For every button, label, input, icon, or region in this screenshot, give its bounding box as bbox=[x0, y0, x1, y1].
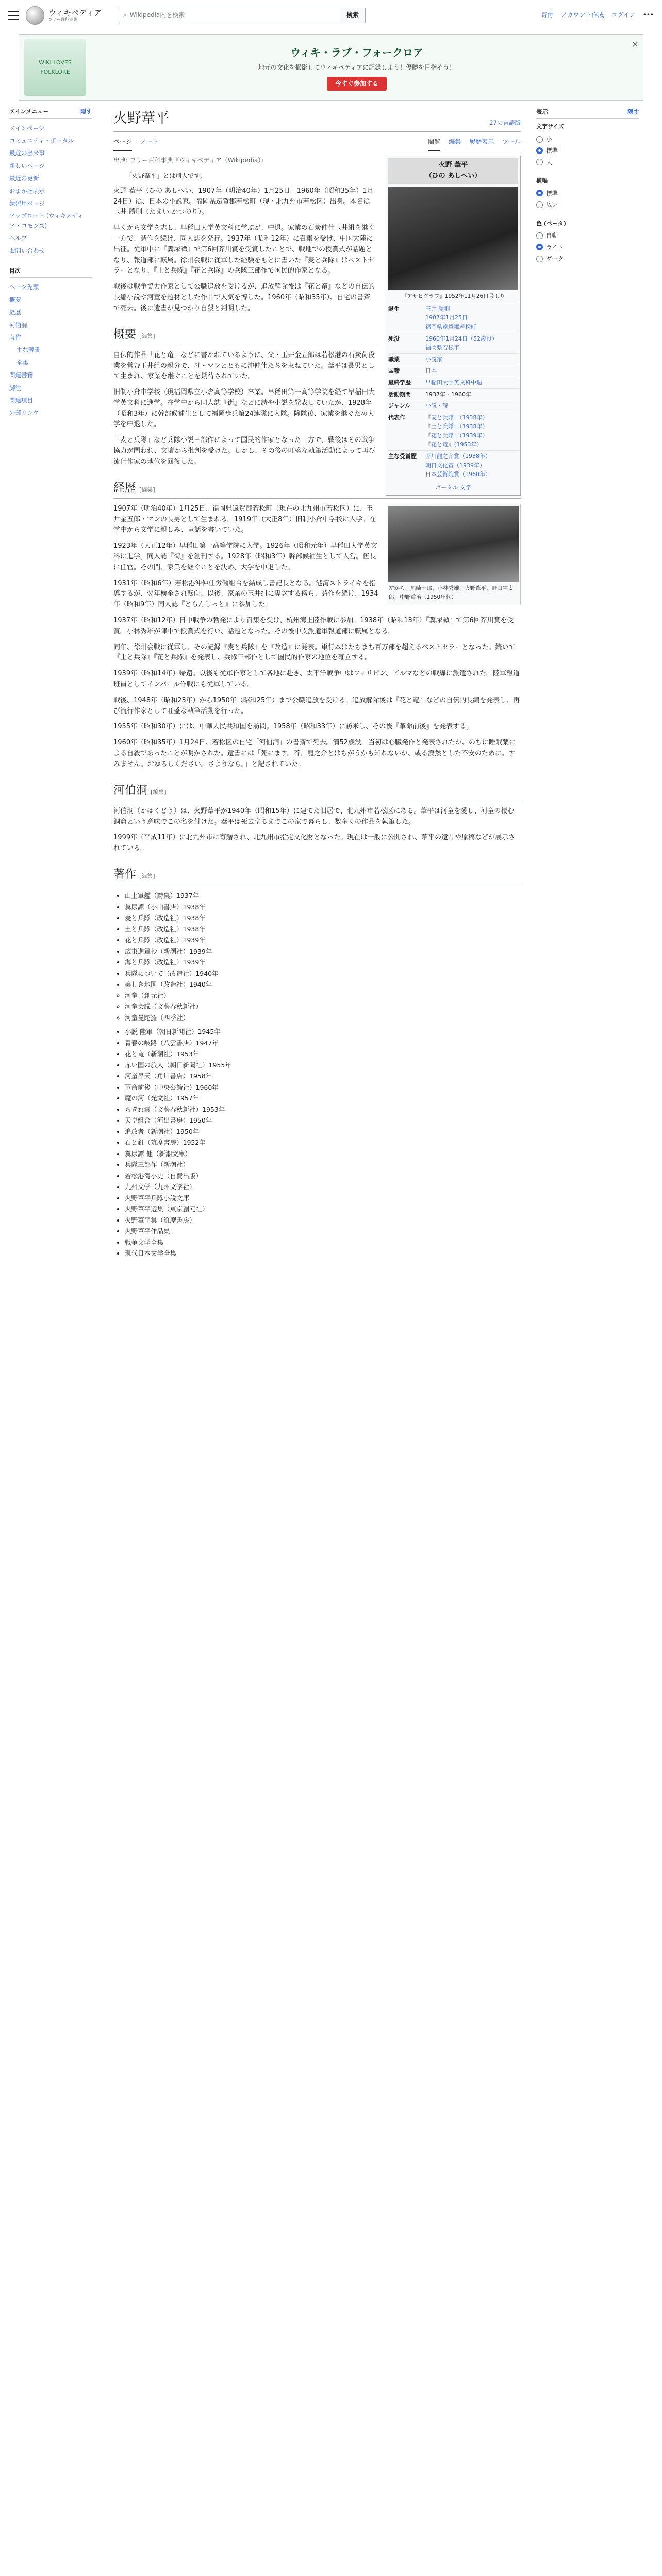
overview-paragraph: 「麦と兵隊」など兵隊小説三部作によって国民的作家となった一方で、戦後はその戦争協力が問われ、文壇から批判を受けた。しかし、その後の旺盛な執筆活動によって再び流行作家の地位を回復した。 bbox=[113, 436, 375, 466]
site-header bbox=[0, 0, 662, 31]
search-input[interactable]: ⌕ Wikipedia内を検索 bbox=[119, 8, 340, 23]
source-note: 出典: フリー百科事典『ウィキペディア（Wikipedia）』 bbox=[113, 157, 268, 164]
globe-icon bbox=[26, 6, 44, 25]
search-icon: ⌕ bbox=[123, 11, 127, 19]
section-heading: 経歴 [編集] bbox=[113, 479, 521, 499]
work-item[interactable]: • 現代日本文学全集 bbox=[125, 1248, 521, 1259]
infobox-row: 職業 小説家 bbox=[388, 353, 518, 365]
banner-join-button[interactable]: 今すぐ参加する bbox=[327, 77, 387, 91]
work-item[interactable]: • 赤い国の旅人（朝日新聞社）1955年 bbox=[125, 1060, 521, 1071]
history-paragraph: 1931年（昭和6年）若松港沖仲仕労働組合を結成し書記長となる。港湾ストライキを指導するが、翌年検挙され転向。以後、家業の玉井組に専念する傍ら、詩作を続け、1934年（昭和9年）同人誌『とらんしっと』に参加した。 bbox=[113, 579, 378, 609]
work-item[interactable]: • 天皇組合（河出書房）1950年 bbox=[125, 1115, 521, 1126]
toc-item[interactable]: ページ先頭 bbox=[9, 283, 39, 291]
text-size-large[interactable]: 大 bbox=[536, 157, 639, 168]
history-paragraph: 戦後、1948年（昭和23年）から1950年（昭和25年）まで公職追放を受ける。追放解除後は『花と竜』などの自伝的長編を発表し、再び流行作家として旺盛な執筆活動を行った。 bbox=[113, 696, 520, 715]
color-group: 色 (ベータ) 自動 ライト ダーク bbox=[536, 219, 639, 265]
work-item[interactable]: • 河童昇天（角川書店）1958年 bbox=[125, 1071, 521, 1082]
table-of-contents bbox=[9, 266, 92, 419]
toc-item[interactable]: 経歴 bbox=[9, 309, 21, 316]
sidebar-item[interactable]: コミュニティ・ポータル bbox=[9, 137, 74, 144]
language-button[interactable]: 27の言語版 bbox=[489, 118, 521, 126]
tab-edit[interactable]: 編集 bbox=[449, 138, 461, 146]
history-paragraph: 1955年（昭和30年）には、中華人民共和国を訪問。1958年（昭和33年）に訪米し、その後『革命前後』を発表する。 bbox=[113, 723, 473, 731]
work-item[interactable]: • 糞尿譚 他（新潮文庫） bbox=[125, 1148, 521, 1160]
sidebar-item[interactable]: メインページ bbox=[9, 124, 45, 132]
text-size-small[interactable]: 小 bbox=[536, 133, 639, 145]
infobox-caption: 『アサヒグラフ』1952年11月26日号より bbox=[401, 293, 505, 299]
edit-section-link[interactable]: [編集] bbox=[139, 872, 155, 879]
overview-paragraph: 旧制小倉中学校（現福岡県立小倉高等学校）卒業。早稲田第一高等学院を経て早稲田大学英文科に進学。在学中から同人誌『街』などに詩や小説を発表していたが、1928年（昭和3年）に幹部候補生として福岡歩兵第24連隊に入隊。除隊後、家業を継ぐため大学を中退した。 bbox=[113, 388, 375, 429]
tab-page[interactable]: ページ bbox=[113, 134, 132, 151]
intro-paragraph: 戦後は戦争協力作家として公職追放を受けるが、追放解除後は『花と竜』などの自伝的長編小説や河童を題材とした作品で人気を博した。1960年（昭和35年）、自宅の書斎で死去。後に遺書が見つかり自殺と判明した。 bbox=[113, 283, 375, 312]
banner-text: 地元の文化を撮影してウィキペディアに記録しよう！優勝を目指そう！ bbox=[258, 63, 456, 71]
toc-item[interactable]: 外部リンク bbox=[9, 409, 39, 417]
history-paragraph: 同年、徐州会戦に従軍し、その記録『麦と兵隊』を『改造』に発表。単行本はたちまち百万部を超えるベストセラーとなった。続いて『土と兵隊』『花と兵隊』を発表し、兵隊三部作として国民的作家の地位を確立する。 bbox=[113, 643, 516, 662]
page-tabs bbox=[113, 134, 521, 151]
sidebar-item[interactable]: ヘルプ bbox=[9, 234, 27, 242]
hatnote: 「火野葦平」とは別人です。 bbox=[126, 172, 206, 179]
color-auto[interactable]: 自動 bbox=[536, 230, 639, 241]
appearance-panel bbox=[536, 107, 639, 273]
work-subitem[interactable]: ◦ 河童（創元社） bbox=[125, 990, 521, 1002]
sidebar-hide-button[interactable]: 隠す bbox=[80, 108, 92, 115]
work-item[interactable]: • 青春の岐路（八雲書店）1947年 bbox=[125, 1038, 521, 1049]
sidebar bbox=[9, 107, 92, 419]
infobox-row: ジャンル 小説・詩 bbox=[388, 400, 518, 412]
history-paragraph: 1939年（昭和14年）帰還。以後も従軍作家として各地に赴き、太平洋戦争中はフィリピン、ビルマなどの戦線に派遣された。陸軍報道班員としてインパール作戦にも従軍している。 bbox=[113, 670, 520, 689]
work-item[interactable]: • 麦と兵隊（改造社）1938年 bbox=[125, 912, 521, 924]
text-size-group: 文字サイズ 小 標準 大 bbox=[536, 122, 639, 168]
infobox-row: 死没 1960年1月24日（52歳没） 福岡県若松市 bbox=[388, 333, 518, 353]
work-item[interactable]: • 火野葦平選集（東京創元社） bbox=[125, 1204, 521, 1215]
work-item[interactable]: • 広東進軍抄（新潮社）1939年 bbox=[125, 946, 521, 957]
work-item[interactable]: • 兵隊三部作（新潮社） bbox=[125, 1159, 521, 1171]
history-paragraph: 1960年（昭和35年）1月24日、若松区の自宅「河伯洞」の書斎で死去。満52歳没。当初は心臓発作と発表されたが、のちに睡眠薬による自殺であったことが明かされた。遺書には「死にます。芥川龍之介とはちがうかも知れないが、或る漠然とした不安のために。すみません。おゆるしください。さようなら。」と記されていた。 bbox=[113, 739, 516, 768]
group-photo-figure bbox=[386, 504, 521, 606]
toc-item[interactable]: 著作 bbox=[9, 334, 21, 342]
user-links bbox=[541, 10, 654, 20]
work-item[interactable]: • 花と兵隊（改造社）1939年 bbox=[125, 935, 521, 946]
sidebar-menu-header: メインメニュー 隠す bbox=[9, 107, 92, 119]
sidebar-item[interactable]: アップロード (ウィキメディア・コモンズ) bbox=[9, 212, 84, 229]
overview-paragraph: 自伝的作品「花と竜」などに書かれているように、父・玉井金五郎は若松港の石炭荷役業を営む玉井組の親分で、母・マンとともに沖仲仕たちを束ねていた。葦平は長男として生まれ、家業を継ぐことを期待されていた。 bbox=[113, 351, 375, 381]
close-icon[interactable]: × bbox=[632, 39, 639, 49]
work-item[interactable]: • 火野葦平作品集 bbox=[125, 1226, 521, 1237]
toc-item[interactable]: 脚注 bbox=[9, 384, 21, 392]
edit-section-link[interactable]: [編集] bbox=[139, 332, 155, 340]
section-heading: 概要 [編集] bbox=[113, 326, 376, 345]
portal-link[interactable]: ポータル 文学 bbox=[435, 484, 471, 491]
work-item[interactable]: • 九州文学（九州文学社） bbox=[125, 1181, 521, 1193]
history-paragraph: 1937年（昭和12年）日中戦争の勃発により召集を受け、杭州湾上陸作戦に参加。1938年（昭和13年）『糞尿譚』で第6回芥川賞を受賞。小林秀雄が陣中で授賞式を行い、話題となった。その後中支派遣軍報道部に転属となる。 bbox=[113, 617, 514, 635]
intro-paragraph: 火野 葦平（ひの あしへい、1907年（明治40年）1月25日 - 1960年（昭和35年）1月24日）は、日本の小説家。福岡県遠賀郡若松町（現・北九州市若松区）出身。本名は玉井 勝則（たまい かつのり）。 bbox=[113, 187, 374, 216]
login-link[interactable]: ログイン bbox=[611, 11, 636, 19]
work-item[interactable]: • 兵隊について（改造社）1940年 bbox=[125, 968, 521, 979]
sidebar-item[interactable]: お問い合わせ bbox=[9, 247, 45, 255]
tab-history[interactable]: 履歴表示 bbox=[469, 138, 494, 146]
toc-subitem[interactable]: 主な著書 bbox=[16, 346, 40, 354]
work-item[interactable]: • 小説 陸軍（朝日新聞社）1945年 bbox=[125, 1026, 521, 1038]
infobox-row: 代表作 『麦と兵隊』（1938年） 『土と兵隊』（1938年） 『花と兵隊』（1939年） 『花と竜』（1953年） bbox=[388, 412, 518, 450]
works-list bbox=[113, 890, 521, 1259]
work-item[interactable]: • 追放者（新潮社）1950年 bbox=[125, 1126, 521, 1138]
work-item[interactable]: • 糞尿譚（小山書店）1938年 bbox=[125, 902, 521, 913]
color-dark[interactable]: ダーク bbox=[536, 253, 639, 264]
width-standard[interactable]: 標準 bbox=[536, 188, 639, 199]
infobox-title: 火野 葦平 （ひの あしへい） bbox=[388, 158, 518, 184]
infobox-row: 国籍 日本 bbox=[388, 365, 518, 377]
sidebar-item[interactable]: 新しいページ bbox=[9, 162, 45, 170]
portrait-image[interactable] bbox=[388, 187, 518, 290]
tab-talk[interactable]: ノート bbox=[140, 138, 159, 146]
wikipedia-logo[interactable] bbox=[26, 6, 103, 25]
donate-link[interactable]: 寄付 bbox=[541, 11, 554, 19]
campaign-banner bbox=[19, 34, 643, 101]
more-options-icon[interactable]: ••• bbox=[642, 11, 654, 19]
toc-item[interactable]: 関連項目 bbox=[9, 397, 33, 404]
work-item[interactable]: • 火野葦平兵隊小説文庫 bbox=[125, 1193, 521, 1204]
section-heading: 著作 [編集] bbox=[113, 866, 521, 885]
width-wide[interactable]: 広い bbox=[536, 199, 639, 210]
group-photo[interactable] bbox=[388, 506, 519, 582]
main-menu-icon[interactable] bbox=[8, 11, 19, 20]
history-paragraph: 1907年（明治40年）1月25日、福岡県遠賀郡若松町（現在の北九州市若松区）に、玉井金五郎・マンの長男として生まれる。1919年（大正8年）旧制小倉中学校に入学。在学中から文学に親しみ、童話を書いていた。 bbox=[113, 504, 376, 534]
tab-read[interactable]: 閲覧 bbox=[428, 134, 440, 151]
work-item[interactable]: • 花と竜（新潮社）1953年 bbox=[125, 1048, 521, 1060]
logo-subtitle: フリー百科事典 bbox=[48, 16, 77, 22]
figure-caption: 左から、尾崎士郎、小林秀雄、火野葦平、野田宇太郎、中野重治（1950年代） bbox=[389, 585, 514, 600]
work-item[interactable]: • 海と兵隊（改造社）1939年 bbox=[125, 957, 521, 968]
section-heading: 河伯洞 [編集] bbox=[113, 782, 521, 801]
create-account-link[interactable]: アカウント作成 bbox=[560, 11, 604, 19]
appearance-header: 表示 隠す bbox=[536, 107, 639, 119]
logo-title: ウィキペディア bbox=[48, 8, 102, 18]
edit-section-link[interactable]: [編集] bbox=[139, 486, 155, 493]
work-subitem[interactable]: ◦ 河童曼陀羅（四季社） bbox=[125, 1012, 521, 1024]
appearance-hide-button[interactable]: 隠す bbox=[627, 108, 639, 115]
sidebar-item[interactable]: おまかせ表示 bbox=[9, 187, 45, 195]
work-item[interactable]: • 革命前後（中央公論社）1960年 bbox=[125, 1082, 521, 1093]
intro-paragraph: 早くから文学を志し、早稲田大学英文科に学ぶが、中退。家業の石炭仲仕玉井組を継ぐ一方で、詩作を続け、同人誌を発行。1937年（昭和12年）に召集を受け、中国大陸に出征。従軍中に『糞尿譚』で第6回芥川賞を受賞したことで、戦地での授賞式が話題となり、報道部に転属。徐州会戦に従軍した経験をもとに書いた『麦と兵隊』はベストセラーとなり、『土と兵隊』『花と兵隊』の兵隊三部作で国民的作家となる。 bbox=[113, 224, 375, 275]
banner-title: ウィキ・ラブ・フォークロア bbox=[290, 46, 423, 59]
banner-logo: WIKI LOVES FOLKLORE bbox=[24, 39, 86, 96]
work-item[interactable]: • 山上軍艦（詩集）1937年 bbox=[125, 890, 521, 902]
work-item[interactable]: • 若松港湾小史（自費出版） bbox=[125, 1171, 521, 1182]
history-paragraph: 1923年（大正12年）早稲田第一高等学院に入学。1926年（昭和元年）早稲田大学英文科に進学。同人誌『街』を創刊する。1928年（昭和3年）幹部候補生として入営。伍長に任官。その間、家業を継ぐことを決め、大学を中退した。 bbox=[113, 542, 377, 571]
sidebar-item[interactable]: 最近の出来事 bbox=[9, 149, 45, 157]
text-size-standard[interactable]: 標準 bbox=[536, 145, 639, 156]
infobox bbox=[386, 156, 521, 496]
work-subitem[interactable]: ◦ 河童会議（文藝春秋新社） bbox=[125, 1001, 521, 1012]
toc-item[interactable]: 河伯洞 bbox=[9, 321, 27, 329]
work-item[interactable]: • 土と兵隊（改造社）1938年 bbox=[125, 924, 521, 935]
color-light[interactable]: ライト bbox=[536, 242, 639, 253]
kahaku-paragraph: 河伯洞（かはくどう）は、火野葦平が1940年（昭和15年）に建てた旧居で、北九州市若松区にある。葦平は河童を愛し、河童の棲む洞窟という意味でこの名を付けた。葦平は死去するまでこの家で暮らし、数多くの作品を執筆した。 bbox=[113, 807, 515, 826]
work-item[interactable]: • 石と釘（筑摩書房）1952年 bbox=[125, 1137, 521, 1148]
kahaku-paragraph: 1999年（平成11年）に北九州市に寄贈され、北九州市指定文化財となった。現在は一般に公開され、葦平の遺品や原稿などが展示されている。 bbox=[113, 834, 516, 853]
sidebar-item[interactable]: 最近の更新 bbox=[9, 175, 39, 182]
work-item[interactable]: • 魔の河（光文社）1957年 bbox=[125, 1093, 521, 1104]
work-item[interactable]: • 美しき地図（改造社）1940年 bbox=[125, 979, 521, 990]
work-item[interactable]: • 火野葦平集（筑摩書房） bbox=[125, 1215, 521, 1226]
search-button[interactable]: 検索 bbox=[340, 8, 366, 23]
infobox-row: 最終学歴 早稲田大学英文科中退 bbox=[388, 377, 518, 388]
infobox-row: 活動期間 1937年 - 1960年 bbox=[388, 388, 518, 400]
toc-subitem[interactable]: 全集 bbox=[16, 359, 28, 366]
page-title: 火野葦平 27の言語版 bbox=[113, 107, 521, 132]
work-item[interactable]: • ちぎれ雲（文藝春秋新社）1953年 bbox=[125, 1104, 521, 1115]
search-form bbox=[119, 8, 366, 23]
work-item[interactable]: • 戦争文学全集 bbox=[125, 1237, 521, 1248]
main-content bbox=[113, 107, 521, 1262]
infobox-row: 主な受賞歴 芥川龍之介賞（1938年） 朝日文化賞（1939年） 日本芸術院賞（1960年） bbox=[388, 450, 518, 480]
infobox-row: 誕生 玉井 勝則 1907年1月25日 福岡県遠賀郡若松町 bbox=[388, 303, 518, 333]
toc-item[interactable]: 概要 bbox=[9, 296, 21, 303]
toc-item[interactable]: 関連書籍 bbox=[9, 371, 33, 379]
sidebar-item[interactable]: 練習用ページ bbox=[9, 199, 45, 207]
tab-tools[interactable]: ツール bbox=[502, 138, 521, 146]
toc-header: 目次 bbox=[9, 266, 92, 278]
width-group: 横幅 標準 広い bbox=[536, 176, 639, 210]
edit-section-link[interactable]: [編集] bbox=[151, 788, 167, 795]
